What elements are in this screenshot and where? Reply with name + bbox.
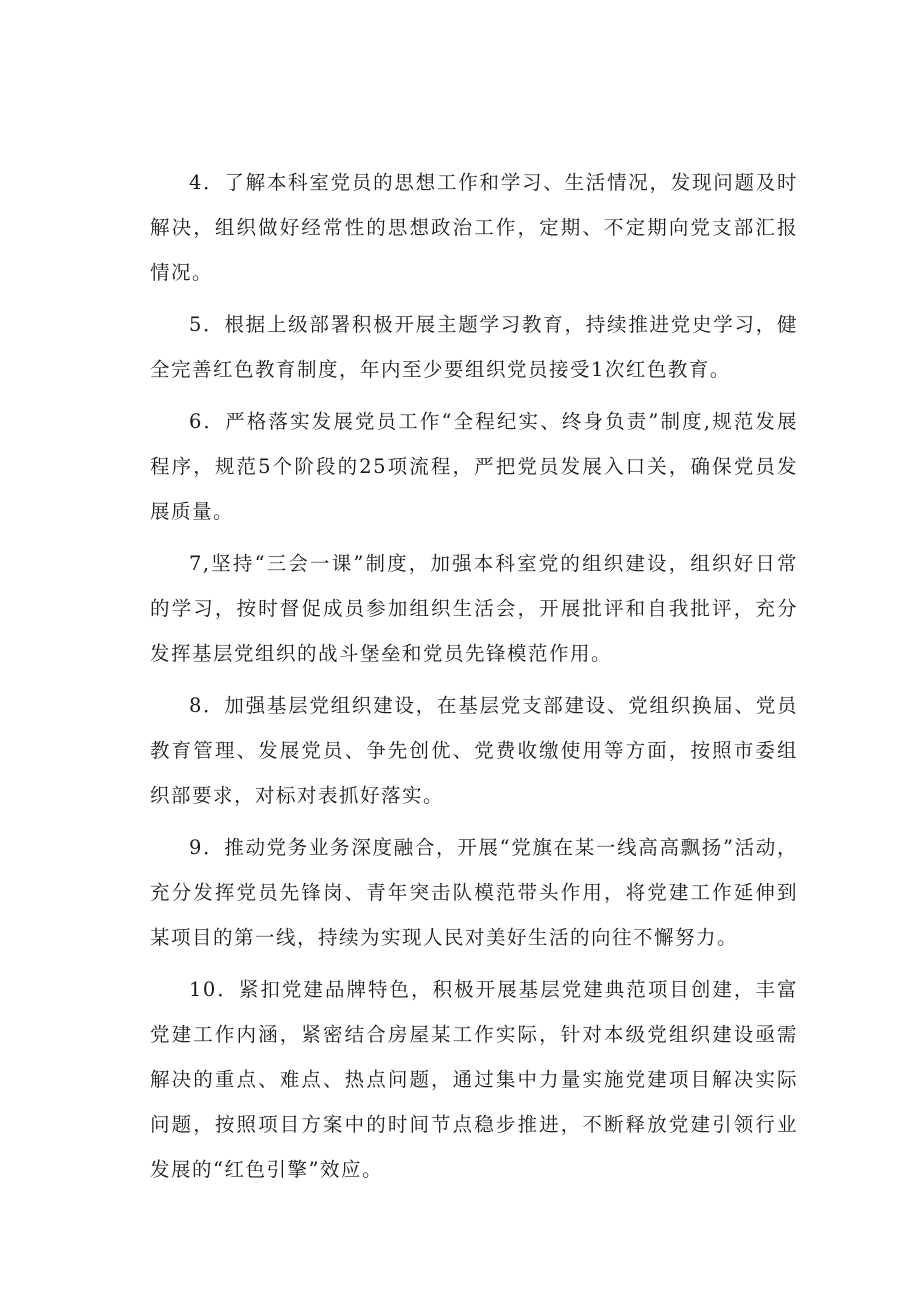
paragraph-item-5: 5．根据上级部署积极开展主题学习教育，持续推进党史学习，健全完善红色教育制度，年内至少要组织党员接受1次红色教育。: [150, 313, 798, 381]
paragraph-item-10: 10．紧扣党建品牌特色，积极开展基层党建典范项目创建，丰富党建工作内涵，紧密结合房屋某工作实际，针对本级党组织建设亟需解决的重点、难点、热点问题，通过集中力量实施党建项目解决实际问题，按照项目方案中的时间节点稳步推进，不断释放党建引领行业发展的“红色引擎”效应。: [150, 978, 798, 1181]
document-body: [150, 160, 798, 1199]
paragraph-item-9: 9．推动党务业务深度融合，开展“党旗在某一线高高飘扬”活动，充分发挥党员先锋岗、青年突击队模范带头作用，将党建工作延伸到某项目的第一线，持续为实现人民对美好生活的向往不懈努力。: [150, 836, 798, 949]
paragraph-item-8: 8．加强基层党组织建设，在基层党支部建设、党组织换届、党员教育管理、发展党员、争先创优、党费收缴使用等方面，按照市委组织部要求，对标对表抓好落实。: [150, 694, 798, 807]
paragraph-item-4: 4．了解本科室党员的思想工作和学习、生活情况，发现问题及时解决，组织做好经常性的思想政治工作，定期、不定期向党支部汇报情况。: [150, 171, 798, 284]
paragraph-item-7: 7,坚持“三会一课”制度，加强本科室党的组织建设，组织好日常的学习，按时督促成员参加组织生活会，开展批评和自我批评，充分发挥基层党组织的战斗堡垒和党员先锋模范作用。: [150, 552, 798, 665]
paragraph-item-6: 6．严格落实发展党员工作“全程纪实、终身负责”制度,规范发展程序，规范5个阶段的25项流程，严把党员发展入口关，确保党员发展质量。: [150, 410, 798, 523]
